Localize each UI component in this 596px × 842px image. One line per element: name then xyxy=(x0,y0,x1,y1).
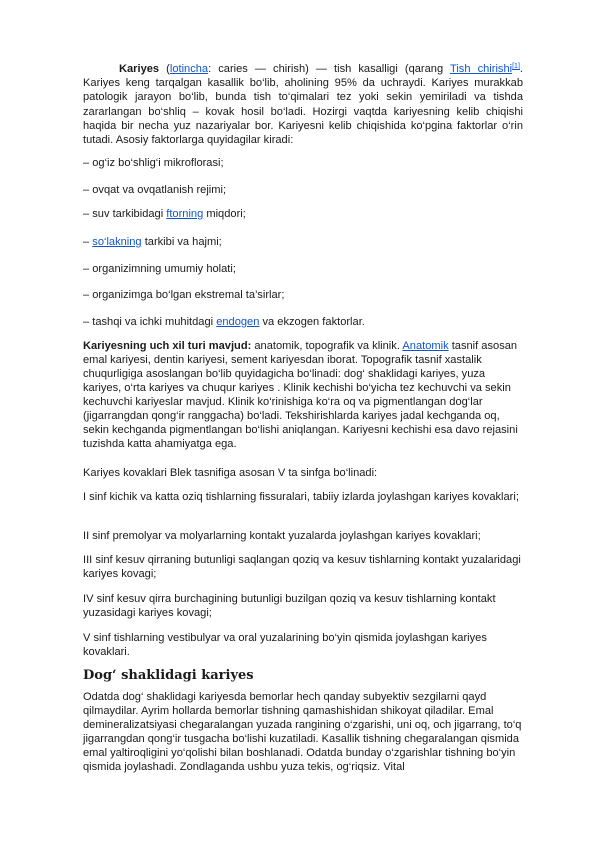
link-endogen[interactable]: endogen xyxy=(216,316,260,328)
black-class-item xyxy=(83,592,523,620)
link-solakning[interactable]: so‘lakning xyxy=(92,236,142,248)
factor-item xyxy=(83,315,523,329)
factor-item xyxy=(83,235,523,249)
factor-text: tarkibi va hajmi; xyxy=(141,236,222,248)
black-intro xyxy=(83,466,523,480)
types-text: anatomik, topografik va klinik. xyxy=(251,340,403,352)
factor-text: – suv tarkibidagi xyxy=(83,208,167,220)
black-class-text: IV sinf kesuv qirra burchagining butunligi buzilgan qoziq va kesuv tishlarning kontakt yuzasidagi kariyes kovagi; xyxy=(83,593,496,619)
factor-text: va ekzogen faktorlar. xyxy=(259,316,365,328)
intro-paragraph xyxy=(83,62,523,147)
intro-etymology: : caries — chirish) — tish kasalligi (qarang xyxy=(208,63,450,75)
section-heading-wrap xyxy=(83,668,523,683)
black-class-item xyxy=(83,490,523,504)
factor-text: – organizimning umumiy holati; xyxy=(83,263,236,275)
link-ftorning[interactable]: ftorning xyxy=(166,208,204,220)
black-class-text: II sinf premolyar va molyarlarning kontakt yuzalarda joylashgan kariyes kovaklari; xyxy=(83,530,481,542)
factor-text: – xyxy=(83,236,93,248)
link-tish-chirishi[interactable]: Tish chirishi xyxy=(449,63,513,75)
factor-item xyxy=(83,262,523,276)
black-class-item xyxy=(83,529,523,543)
spot-paragraph xyxy=(83,690,523,774)
link-anatomik[interactable]: Anatomik xyxy=(402,340,449,352)
factor-text: – ovqat va ovqatlanish rejimi; xyxy=(83,184,227,196)
black-class-item xyxy=(83,553,523,581)
footnote-link[interactable]: [1] xyxy=(512,63,520,70)
black-class-text: III sinf kesuv qirraning butunligi saqlangan qoziq va kesuv tishlarning kontakt yuzalaridagi kariyes kovagi; xyxy=(83,554,521,580)
black-intro-text: Kariyes kovaklari Blek tasnifiga asosan V ta sinfga bo‘linadi: xyxy=(83,467,378,479)
link-lotincha[interactable]: lotincha xyxy=(169,63,209,75)
black-class-item xyxy=(83,631,523,659)
factor-item xyxy=(83,207,523,221)
factor-item xyxy=(83,288,523,302)
factor-text: – organizimga bo‘lgan ekstremal ta’sirlar; xyxy=(83,289,285,301)
factor-item xyxy=(83,183,523,197)
types-text: tasnif asosan emal kariyesi, dentin kariyesi, sement kariyesdan iborat. Topografik tasnif xastalik chuqurligiga asoslangan bo‘lib quyidagicha bo‘linadi: dog‘ shaklidagi kariyes, yuza kariyes, o‘rta kariyes va chuqur kariyes . Klinik kechishi bo‘yicha tez kechuvchi va sekin kechuvchi kariyeslar mavjud. Klinik ko‘rinishiga ko‘ra oq va pigmentlangan dog‘lar (jigarrangdan qong‘ir ranggacha) bo‘ladi. Tekshirishlarda kariyes jadal kechganda oq, sekin kechganda pigmentlangan bo‘lishi aniqlangan. Kariyesni kechishi esa davo rejasini tuzishda katta ahamiyatga ega. xyxy=(83,340,518,450)
term-kariyes: Kariyes xyxy=(119,63,160,75)
types-paragraph xyxy=(83,339,523,451)
types-lead: Kariyesning uch xil turi mavjud: xyxy=(83,340,252,352)
intro-paren: ( xyxy=(159,63,170,75)
spot-text: Odatda dog‘ shaklidagi kariyesda bemorlar hech qanday subyektiv sezgilarni qayd qilmaydilar. Ayrim hollarda bemorlar tishning qamashishidan shikoyat qiladilar. Emal demineralizatsiyasi chegaralangan yuzada rangining o‘zgarishi, uni oq, och jigarrang, to‘q jigarrangdan qong‘ir tusgacha bo‘lishi kuzatiladi. Kasallik tishning chegaralangan qismida emal yaltiroqligini yo‘qolishi bilan boshlanadi. Odatda bunday o‘zgarishlar tishning bo‘yin qismida joylashadi. Zondlaganda ushbu yuza tekis, og‘riqsiz. Vital xyxy=(83,691,522,773)
factor-text: – og‘iz bo‘shlig‘i mikroflorasi; xyxy=(83,157,224,169)
black-class-text: I sinf kichik va katta oziq tishlarning fissuralari, tabiiy izlarda joylashgan kariyes kovaklari; xyxy=(83,491,519,503)
factor-text: miqdori; xyxy=(203,208,246,220)
black-class-text: V sinf tishlarning vestibulyar va oral yuzalarining bo‘yin qismida joylashgan kariyes kovaklari. xyxy=(83,632,487,658)
factor-item xyxy=(83,156,523,170)
intro-body: . Kariyes keng tarqalgan kasallik bo‘lib, aholining 95% da uchraydi. Kariyes murakkab patologik jarayon bo‘lib, bunda tish to‘qimalari tez yoki sekin yemiriladi va tishda zararlangan bo‘shliq – kovak hosil bo‘ladi. Hozirgi vaqtda kariyesning kelib chiqishi haqida bir necha yuz nazariyalar bor. Kariyesni kelib chiqishida ko‘pgina faktorlar o‘rin tutadi. Asosiy faktorlarga quyidagilar kiradi: xyxy=(83,63,523,147)
section-heading: Dog‘ shaklidagi kariyes xyxy=(83,668,254,683)
factor-text: – tashqi va ichki muhitdagi xyxy=(83,316,217,328)
